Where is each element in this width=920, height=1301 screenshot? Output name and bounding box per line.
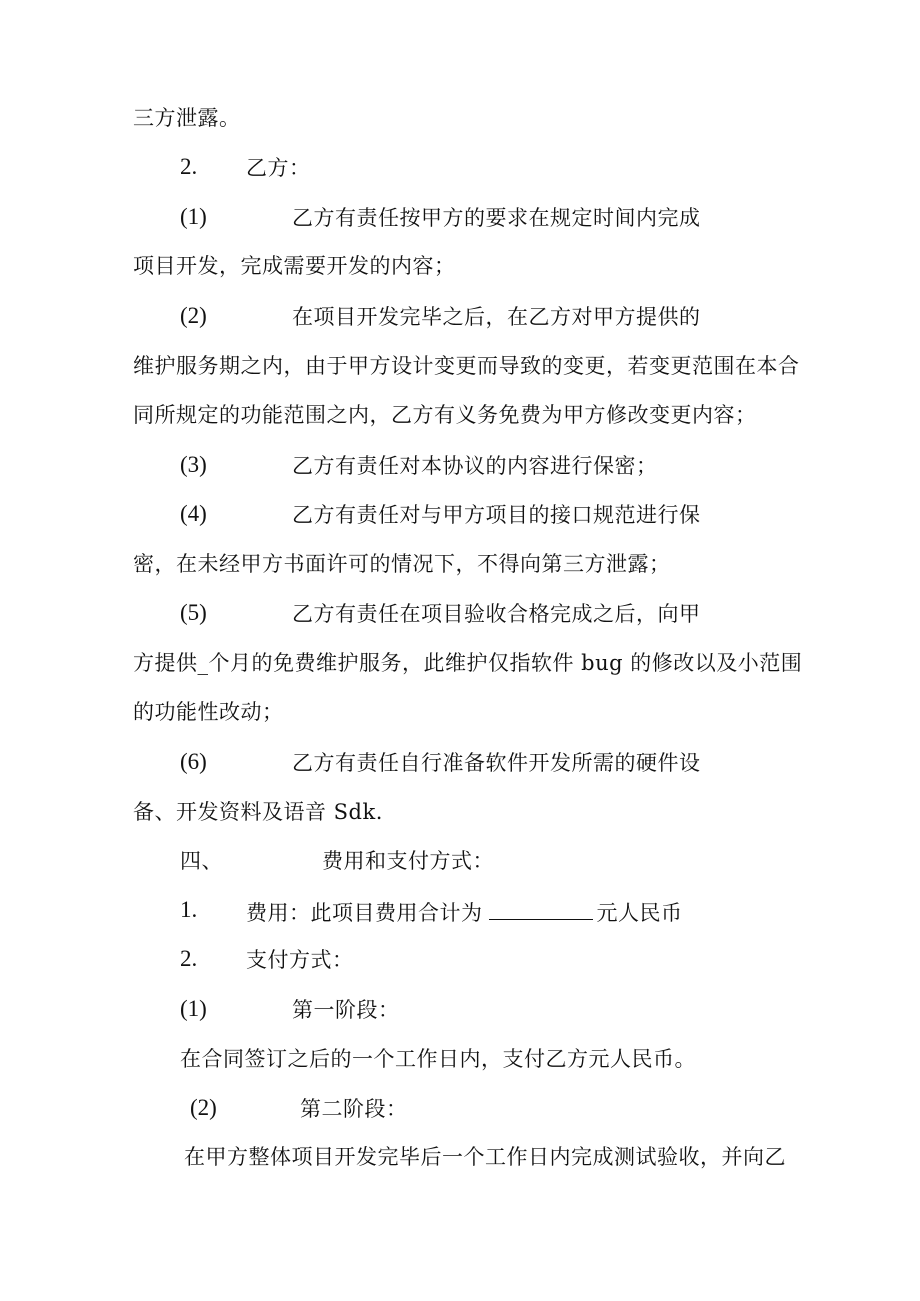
section-heading: 费用和支付方式： <box>322 849 494 873</box>
list-number: (4) <box>180 501 207 526</box>
fee-amount-blank <box>489 897 593 920</box>
list-number: (1) <box>180 204 207 229</box>
list-number: (2) <box>190 1095 217 1120</box>
paragraph-line: 乙方有责任对与甲方项目的接口规范进行保 <box>292 503 701 527</box>
fee-currency: 元人民币 <box>596 901 683 925</box>
paragraph-line: 密，在未经甲方书面许可的情况下，不得向第三方泄露； <box>133 552 671 576</box>
section-heading: 支付方式： <box>246 948 354 972</box>
paragraph-line <box>246 897 683 927</box>
list-number: 2. <box>180 154 198 179</box>
paragraph-line: 的功能性改动； <box>133 700 284 724</box>
fee-label: 费用：此项目费用合计为 <box>246 901 483 925</box>
list-number: 1. <box>180 897 198 922</box>
list-number: 2. <box>180 946 198 971</box>
paragraph-line: 维护服务期之内，由于甲方设计变更而导致的变更，若变更范围在本合 <box>133 354 800 378</box>
list-number: (3) <box>180 452 207 477</box>
paragraph-line: 项目开发，完成需要开发的内容； <box>133 254 456 278</box>
paragraph-line: 第一阶段： <box>292 998 400 1022</box>
paragraph-line: 三方泄露。 <box>133 106 241 130</box>
paragraph-line: 同所规定的功能范围之内，乙方有义务免费为甲方修改变更内容； <box>133 403 757 427</box>
list-number: 四、 <box>180 849 223 873</box>
list-number: (1) <box>180 996 207 1021</box>
paragraph-line: 在合同签订之后的一个工作日内，支付乙方元人民币。 <box>180 1047 696 1071</box>
paragraph-line: 在甲方整体项目开发完毕后一个工作日内完成测试验收，并向乙 <box>184 1145 786 1169</box>
paragraph-line: 乙方有责任自行准备软件开发所需的硬件设 <box>292 751 701 775</box>
paragraph-line: 乙方有责任对本协议的内容进行保密； <box>292 454 658 478</box>
list-number: (2) <box>180 303 207 328</box>
paragraph-line: 乙方有责任在项目验收合格完成之后，向甲 <box>292 602 701 626</box>
paragraph-line: 在项目开发完毕之后，在乙方对甲方提供的 <box>292 305 701 329</box>
list-number: (6) <box>180 749 207 774</box>
list-number: (5) <box>180 600 207 625</box>
paragraph-line: 方提供_个月的免费维护服务，此维护仅指软件 bug 的修改以及小范围 <box>133 651 803 675</box>
paragraph-line: 第二阶段： <box>300 1097 408 1121</box>
paragraph-line: 备、开发资料及语音 Sdk. <box>133 800 383 824</box>
section-heading: 乙方： <box>246 156 311 180</box>
paragraph-line: 乙方有责任按甲方的要求在规定时间内完成 <box>292 206 701 230</box>
